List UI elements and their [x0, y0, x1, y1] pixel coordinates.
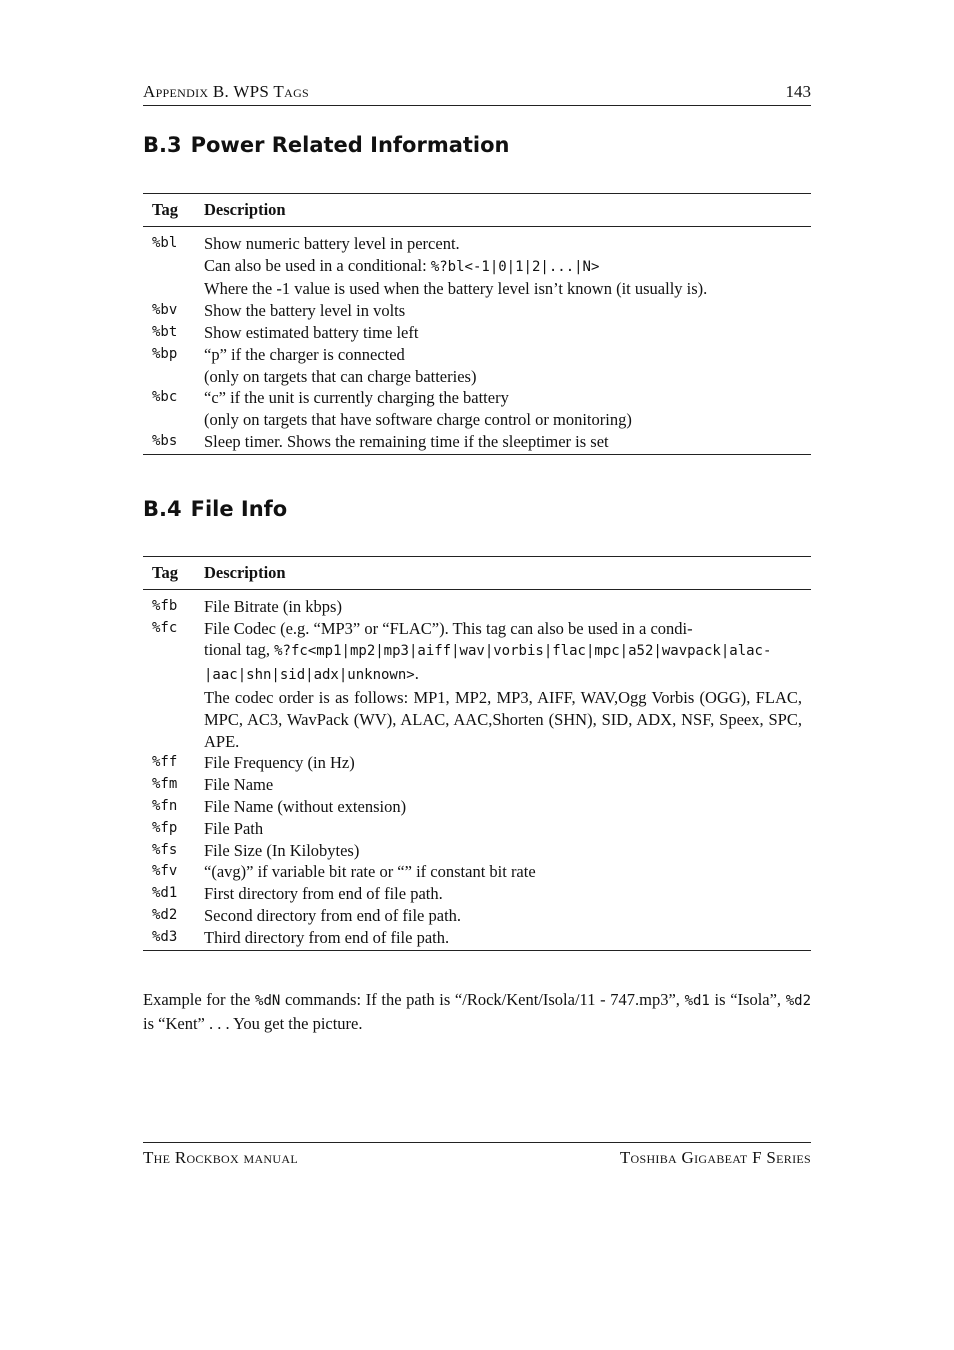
tag-code: %fb: [152, 597, 178, 614]
tag-code: %ff: [152, 754, 178, 771]
tag-description: File Size (In Kilobytes): [204, 840, 360, 860]
table-row: [143, 861, 811, 883]
table-row: [143, 796, 811, 818]
conditional-syntax: %?bl<-1|0|1|2|...|N>: [430, 258, 600, 275]
column-header-tag: Tag: [152, 563, 178, 582]
file-info-table: [143, 556, 811, 951]
section-heading-b4: B.4 File Info: [143, 497, 288, 521]
section-heading-b3: B.3 Power Related Information: [143, 133, 510, 157]
table-row: [143, 618, 811, 753]
tag-description: File Frequency (in Hz): [204, 753, 355, 773]
running-footer: [143, 1142, 811, 1167]
codec-conditional-syntax: %?fc<mp1|mp2|mp3|aiff|wav|vorbis|flac|mpc|a52|wavpack|alac-: [274, 643, 772, 660]
column-header-description: Description: [204, 200, 286, 219]
page-number: 143: [785, 82, 811, 101]
table-row: [143, 752, 811, 774]
column-header-description: Description: [204, 563, 286, 582]
tag-code: %bp: [152, 345, 178, 362]
tag-code: %d2: [152, 906, 178, 923]
tag-description: “c” if the unit is currently charging the battery (only on targets that have software charge control or monitoring): [204, 388, 632, 430]
codec-conditional-syntax-cont: |aac|shn|sid|adx|unknown>: [204, 667, 415, 684]
tag-description: File Name: [204, 775, 274, 795]
tag-description: Show estimated battery time left: [204, 322, 419, 342]
table-row: [143, 300, 811, 322]
tag-code: %fn: [152, 797, 178, 814]
tag-description: Sleep timer. Shows the remaining time if the sleeptimer is set: [204, 431, 609, 451]
tag-code: %fc: [152, 619, 178, 636]
tag-code: %fv: [152, 863, 178, 880]
table-row: [143, 387, 811, 431]
table-row: [143, 344, 811, 388]
tag-description: File Codec (e.g. “MP3” or “FLAC”). This tag can also be used in a condi- tional tag, %?fc<mp1|mp2|mp3|aiff|wav|vorbis|flac|mpc|a52|wavpack|alac- |aac|shn|sid|adx|unknown>. The codec order is as follows: MP1, MP2, MP3, AIFF, WAV,Ogg Vorbis (OGG), FLAC, MPC, AC3, WavPack (WV), ALAC, AAC,Shorten (SHN), SID, ADX, NSF, Speex, SPC, APE.: [204, 618, 802, 751]
codec-order-text: The codec order is as follows: MP1, MP2, MP3, AIFF, WAV,Ogg Vorbis (OGG), FLAC, MPC, AC3, WavPack (WV), ALAC, AAC,Shorten (SHN), SID, ADX, NSF, Speex, SPC, APE.: [204, 687, 802, 751]
table-row: [143, 927, 811, 950]
tag-code: %bs: [152, 432, 178, 449]
tag-code: %bv: [152, 302, 178, 319]
table-row: [143, 322, 811, 344]
chapter-title: Appendix B. WPS Tags: [143, 82, 310, 101]
table-row: [143, 226, 811, 300]
table-row: [143, 818, 811, 840]
table-row: [143, 774, 811, 796]
tag-description: Third directory from end of file path.: [204, 927, 450, 947]
tag-code: %fm: [152, 776, 178, 793]
running-header: [143, 82, 811, 106]
tag-code: %fs: [152, 841, 178, 858]
tag-description: Show numeric battery level in percent. Can also be used in a conditional: %?bl<-1|0|1|2|...|N> Where the -1 value is used when the battery level isn’t known (it usually is).: [204, 233, 708, 299]
tag-code: %bl: [152, 234, 178, 251]
tag-description: “(avg)” if variable bit rate or “” if constant bit rate: [204, 862, 536, 882]
tag-description: First directory from end of file path.: [204, 884, 443, 904]
device-series: Toshiba Gigabeat F Series: [619, 1148, 811, 1167]
tag-description: Show the battery level in volts: [204, 301, 406, 321]
table-header-row: [143, 194, 811, 227]
tag-description: File Path: [204, 818, 264, 838]
tag-code: %fp: [152, 819, 178, 836]
table-row: [143, 589, 811, 617]
table-row: [143, 431, 811, 454]
table-row: [143, 905, 811, 927]
table-row: [143, 883, 811, 905]
tag-description: “p” if the charger is connected (only on targets that can charge batteries): [204, 344, 477, 386]
tag-code: %bc: [152, 389, 178, 406]
column-header-tag: Tag: [152, 200, 178, 219]
tag-description: File Bitrate (in kbps): [204, 596, 342, 616]
table-header-row: [143, 557, 811, 590]
manual-title: The Rockbox manual: [143, 1148, 298, 1167]
example-paragraph: Example for the %dN commands: If the path is “/Rock/Kent/Isola/11 - 747.mp3”, %d1 is “Isola”, %d2 is “Kent” . . . You get the picture.: [143, 990, 812, 1033]
tag-description: Second directory from end of file path.: [204, 905, 462, 925]
tag-code: %d1: [152, 885, 178, 902]
table-row: [143, 840, 811, 862]
tag-description: File Name (without extension): [204, 796, 407, 816]
tag-code: %d3: [152, 928, 178, 945]
power-tags-table: [143, 193, 811, 455]
tag-code: %bt: [152, 323, 178, 340]
